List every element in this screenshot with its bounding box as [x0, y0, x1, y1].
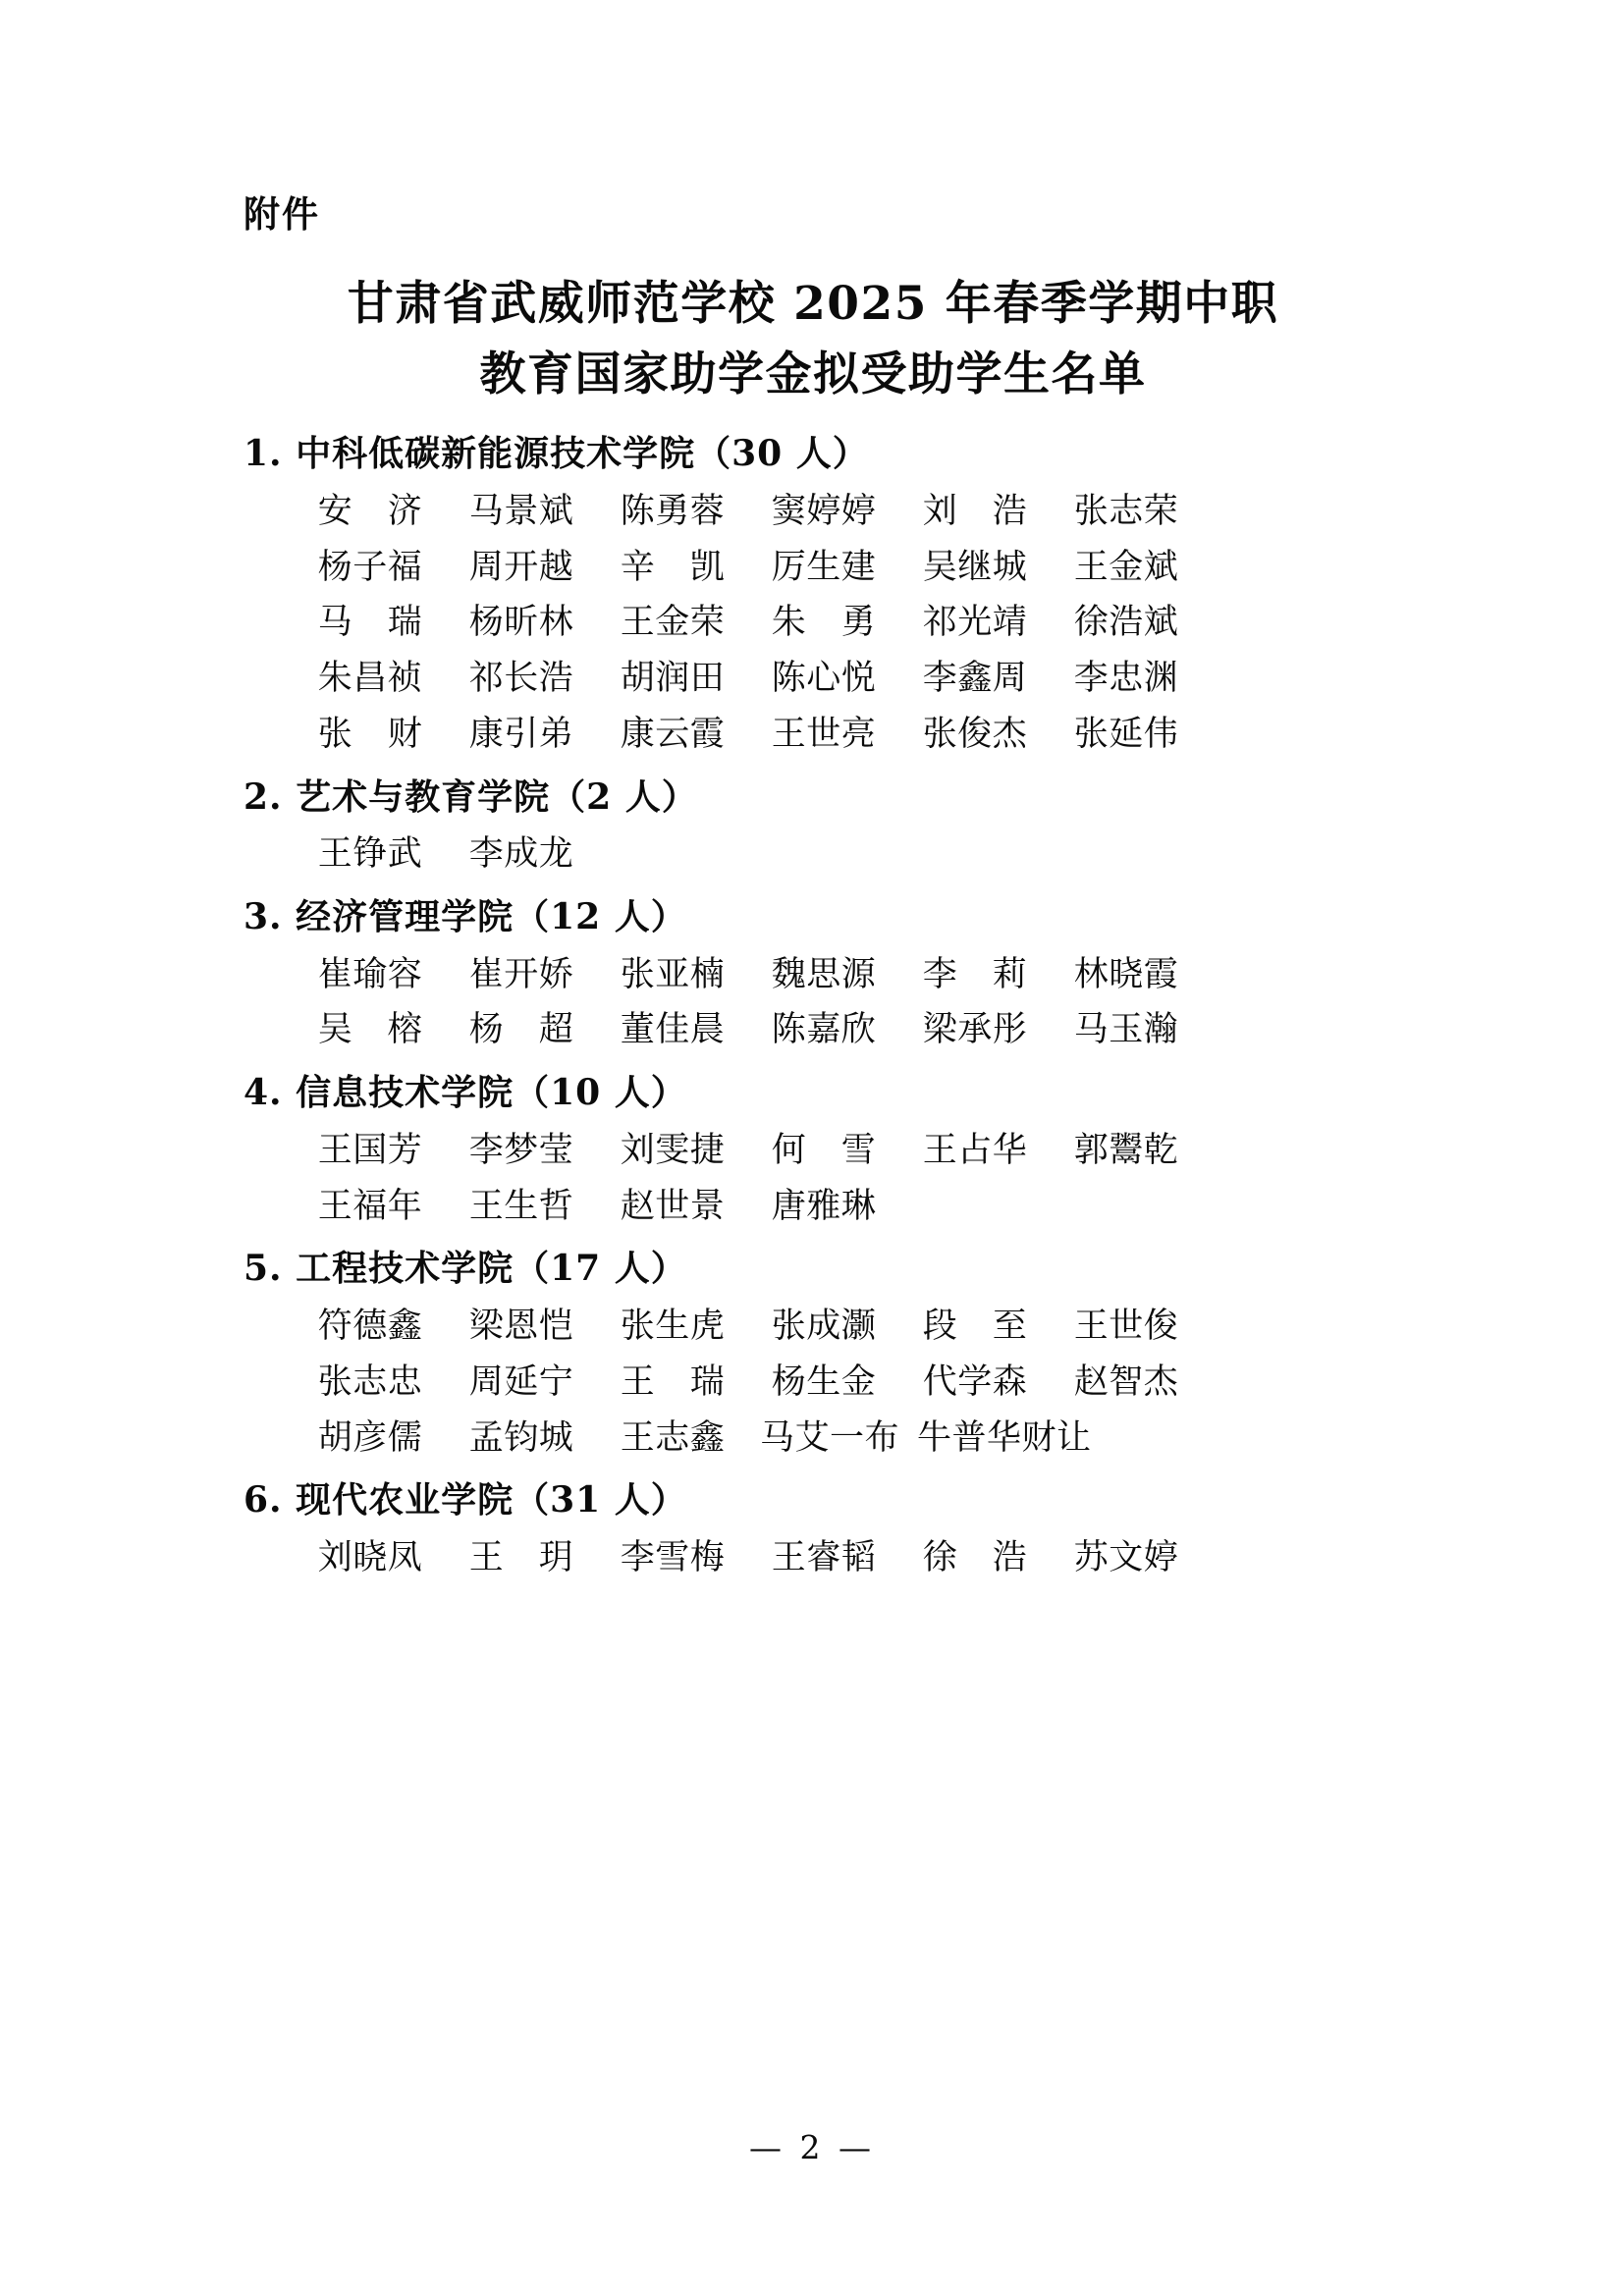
- student-name: 李鑫周: [922, 659, 1028, 699]
- student-name: 赵智杰: [1073, 1362, 1179, 1402]
- student-name: 王睿韬: [771, 1537, 877, 1577]
- student-name: 张亚楠: [620, 954, 726, 994]
- student-name: 辛 凯: [620, 547, 726, 587]
- section-heading: 5. 工程技术学院（17 人）: [244, 1248, 687, 1290]
- name-row: [244, 707, 1382, 763]
- student-name: 周开越: [468, 547, 574, 587]
- student-name: 杨 超: [468, 1010, 574, 1050]
- name-row: [244, 651, 1382, 707]
- section: [244, 1066, 1382, 1234]
- student-name: 李成龙: [468, 834, 574, 875]
- page-title: [244, 269, 1382, 409]
- section-heading: 1. 中科低碳新能源技术学院（30 人）: [244, 433, 869, 475]
- student-name: 吴继城: [922, 547, 1028, 587]
- student-name: 王生哲: [468, 1186, 574, 1226]
- student-name: 崔瑜容: [317, 954, 423, 994]
- student-name: 郭鬻乾: [1073, 1130, 1179, 1170]
- student-name: 赵世景: [620, 1186, 726, 1226]
- student-name: 胡润田: [620, 659, 726, 699]
- student-name: 陈嘉欣: [771, 1010, 877, 1050]
- student-name: 杨子福: [317, 547, 423, 587]
- page-title-line-1: 甘肃省武威师范学校 2025 年春季学期中职: [347, 277, 1279, 332]
- student-name: 王铮武: [317, 834, 423, 875]
- name-row: [244, 1530, 1382, 1586]
- student-name: 苏文婷: [1073, 1537, 1179, 1577]
- page-number: — 2 —: [749, 2128, 875, 2166]
- student-name: 王志鑫: [620, 1417, 726, 1458]
- student-name: 祁光靖: [922, 603, 1028, 643]
- student-name: 李雪梅: [620, 1537, 726, 1577]
- name-row: [244, 1123, 1382, 1179]
- section: [244, 890, 1382, 1058]
- student-name: 杨昕林: [468, 603, 574, 643]
- student-name: 王 玥: [468, 1537, 574, 1577]
- student-name: 林晓霞: [1073, 954, 1179, 994]
- student-name: 王 瑞: [620, 1362, 726, 1402]
- section-heading: 4. 信息技术学院（10 人）: [244, 1072, 687, 1114]
- attachment-label: 附件: [244, 192, 320, 236]
- page-title-line-2: 教育国家助学金拟受助学生名单: [479, 347, 1147, 401]
- student-name: 王占华: [922, 1130, 1028, 1170]
- student-name: 李忠渊: [1073, 659, 1179, 699]
- name-row: [244, 595, 1382, 651]
- student-name: 康引弟: [468, 714, 574, 754]
- student-name: 马 瑞: [317, 603, 423, 643]
- student-name: 杨生金: [771, 1362, 877, 1402]
- student-name: 张志荣: [1073, 492, 1179, 532]
- section: [244, 1242, 1382, 1466]
- student-name: 张生虎: [620, 1307, 726, 1347]
- student-name: 梁承彤: [922, 1010, 1028, 1050]
- student-name: 徐浩斌: [1073, 603, 1179, 643]
- name-row: [244, 1355, 1382, 1411]
- name-row: [244, 1411, 1382, 1467]
- student-name: 梁恩恺: [468, 1307, 574, 1347]
- student-name: 代学森: [922, 1362, 1028, 1402]
- section-heading: 2. 艺术与教育学院（2 人）: [244, 775, 698, 818]
- student-name: 安 济: [317, 492, 423, 532]
- student-name: 崔开娇: [468, 954, 574, 994]
- student-name: 周延宁: [468, 1362, 574, 1402]
- name-row: [244, 827, 1382, 882]
- student-name: 段 至: [922, 1307, 1028, 1347]
- student-name: 张成灏: [771, 1307, 877, 1347]
- student-name: 张志忠: [317, 1362, 423, 1402]
- student-name: 马玉瀚: [1073, 1010, 1179, 1050]
- student-name: 马景斌: [468, 492, 574, 532]
- student-name: 厉生建: [771, 547, 877, 587]
- sections-container: [244, 427, 1382, 1585]
- student-name: 魏思源: [771, 954, 877, 994]
- student-name: 胡彦儒: [317, 1417, 423, 1458]
- student-name: 康云霞: [620, 714, 726, 754]
- document-body: [244, 192, 1382, 1586]
- section: [244, 427, 1382, 762]
- student-name: 王国芳: [317, 1130, 423, 1170]
- student-name: 刘 浩: [922, 492, 1028, 532]
- student-name: 孟钧城: [468, 1417, 574, 1458]
- student-name: 祁长浩: [468, 659, 574, 699]
- student-name: 张俊杰: [922, 714, 1028, 754]
- name-row: [244, 540, 1382, 596]
- student-name: 牛普华财让: [917, 1417, 1092, 1458]
- student-name: 何 雪: [771, 1130, 877, 1170]
- student-name: 徐 浩: [922, 1537, 1028, 1577]
- student-name: 唐雅琳: [771, 1186, 877, 1226]
- student-name: 张 财: [317, 714, 423, 754]
- name-row: [244, 1002, 1382, 1058]
- student-name: 陈勇蓉: [620, 492, 726, 532]
- section: [244, 771, 1382, 882]
- student-name: 马艾一布: [759, 1417, 899, 1458]
- student-name: 刘雯捷: [620, 1130, 726, 1170]
- student-name: 张延伟: [1073, 714, 1179, 754]
- student-name: 李 莉: [922, 954, 1028, 994]
- student-name: 窦婷婷: [771, 492, 877, 532]
- student-name: 王福年: [317, 1186, 423, 1226]
- name-row: [244, 484, 1382, 540]
- student-name: 王世俊: [1073, 1307, 1179, 1347]
- name-row: [244, 1299, 1382, 1355]
- section-heading: 6. 现代农业学院（31 人）: [244, 1479, 687, 1522]
- student-name: 王金斌: [1073, 547, 1179, 587]
- student-name: 朱昌祯: [317, 659, 423, 699]
- student-name: 刘晓凤: [317, 1537, 423, 1577]
- student-name: 吴 榕: [317, 1010, 423, 1050]
- student-name: 符德鑫: [317, 1307, 423, 1347]
- student-name: 李梦莹: [468, 1130, 574, 1170]
- student-name: 王金荣: [620, 603, 726, 643]
- name-row: [244, 947, 1382, 1003]
- section: [244, 1473, 1382, 1585]
- student-name: 董佳晨: [620, 1010, 726, 1050]
- student-name: 陈心悦: [771, 659, 877, 699]
- student-name: 朱 勇: [771, 603, 877, 643]
- name-row: [244, 1179, 1382, 1235]
- section-heading: 3. 经济管理学院（12 人）: [244, 895, 687, 937]
- student-name: 王世亮: [771, 714, 877, 754]
